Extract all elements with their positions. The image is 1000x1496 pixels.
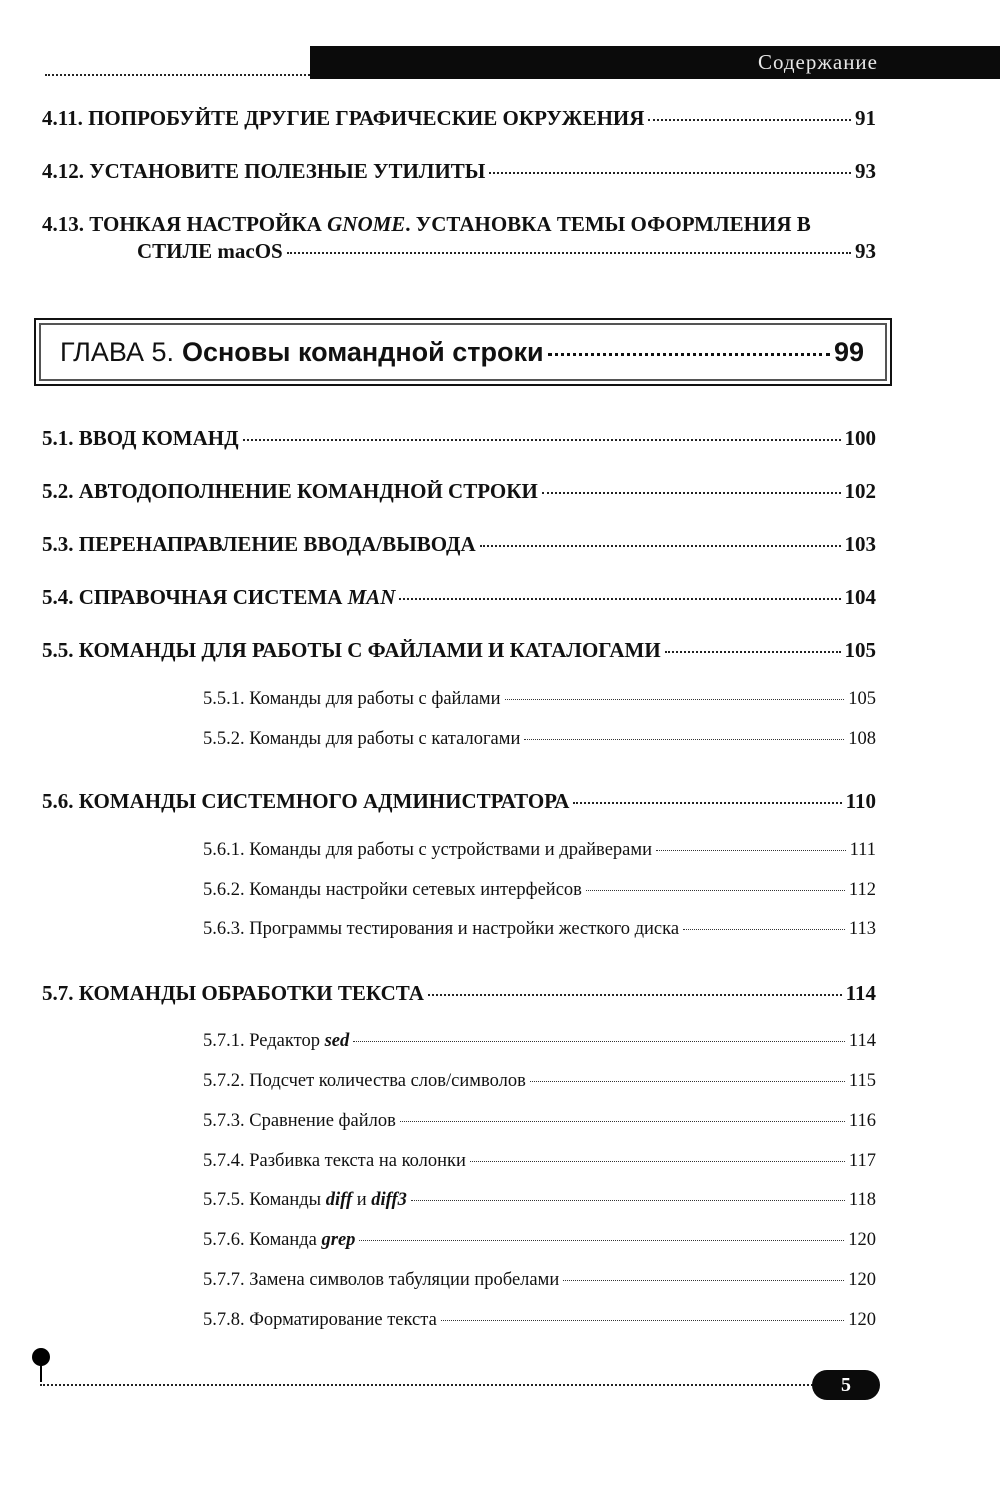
toc-entry-title [203,1190,407,1211]
dot-leader [399,598,840,600]
toc-entry-text: КОМАНДЫ СИСТЕМНОГО АДМИНИСТРАТОРА [78,789,570,813]
chapter-row [60,337,864,368]
dot-leader [428,994,842,996]
dot-leader [287,252,851,254]
toc-entry-page: 120 [848,1310,876,1330]
toc-entry-text: АВТОДОПОЛНЕНИЕ КОМАНДНОЙ СТРОКИ [78,479,538,503]
toc-entry-title [42,638,661,663]
dot-leader [480,545,841,547]
toc-entry-text: Замена символов табуляции пробелами [249,1270,560,1290]
toc-entry-5-7[interactable] [42,981,876,1006]
toc-entry-text: Команды [249,1190,326,1210]
toc-entry-title [42,106,644,131]
toc-entry-text: Подсчет количества слов/символов [249,1071,526,1091]
dot-leader [470,1161,845,1162]
dot-leader [530,1081,845,1082]
toc-entry-emphasis: MAN [347,585,396,609]
toc-entry-5-7-4[interactable] [203,1151,876,1172]
dot-leader [524,739,844,740]
toc-entry-5-7-8[interactable] [203,1310,876,1331]
chapter-page: 99 [833,337,864,367]
toc-entry-4-12[interactable] [42,159,876,184]
toc-entry-5-6-1[interactable] [203,840,876,861]
dot-leader [441,1320,844,1321]
toc-entry-text: Команды настройки сетевых интерфейсов [249,880,582,900]
toc-entry-title [42,426,239,451]
toc-entry-text: Редактор [249,1031,325,1051]
toc-entry-number: 5.7.5. [203,1190,245,1210]
toc-entry-emphasis: GNOME [327,212,406,236]
toc-entry-5-2[interactable] [42,479,876,504]
dot-leader [586,890,845,891]
toc-entry-title [203,1270,559,1291]
dot-leader [573,802,841,804]
toc-entry-text: Разбивка текста на колонки [249,1151,466,1171]
toc-entry-5-6-2[interactable] [203,880,876,901]
toc-entry-page: 105 [844,638,876,662]
toc-entry-5-4[interactable] [42,585,876,610]
footer-divider [40,1384,820,1386]
toc-entry-5-7-3[interactable] [203,1111,876,1132]
toc-entry-text: КОМАНДЫ ОБРАБОТКИ ТЕКСТА [78,981,424,1005]
toc-entry-page: 102 [844,479,876,503]
dot-leader [656,850,846,851]
toc-entry-title [203,1071,526,1092]
chapter-heading[interactable] [34,318,892,386]
toc-entry-page: 93 [855,239,876,263]
toc-entry-title [203,1151,466,1172]
toc-entry-title [42,789,569,814]
toc-entry-page: 120 [848,1270,876,1290]
dot-leader [489,172,851,174]
toc-entry-text: Программы тестирования и настройки жесткого диска [249,919,680,939]
toc-entry-page: 120 [848,1230,876,1250]
toc-entry-emphasis: sed [324,1031,350,1051]
toc-entry-number: 5.7. [42,981,74,1005]
toc-entry-5-3[interactable] [42,532,876,557]
toc-entry-title [42,981,424,1006]
toc-entry-title-line1 [42,212,876,237]
toc-entry-page: 91 [855,106,876,130]
toc-entry-page: 110 [845,789,876,813]
dot-leader [648,119,851,121]
toc-entry-text: СТИЛЕ macOS [137,239,283,263]
toc-entry-page: 103 [844,532,876,556]
toc-entry-number: 5.5.2. [203,729,245,749]
toc-entry-4-13[interactable] [42,212,876,264]
toc-entry-text: ПОПРОБУЙТЕ ДРУГИЕ ГРАФИЧЕСКИЕ ОКРУЖЕНИЯ [88,106,645,130]
toc-entry-5-5-2[interactable] [203,729,876,750]
toc-entry-title [203,1310,437,1331]
toc-entry-page: 105 [848,689,876,709]
toc-entry-page: 93 [855,159,876,183]
toc-entry-number: 5.1. [42,426,74,450]
toc-entry-number: 4.12. [42,159,84,183]
chapter-label: ГЛАВА 5. [60,337,174,367]
toc-entry-5-6[interactable] [42,789,876,814]
toc-entry-page: 117 [848,1151,876,1171]
toc-entry-number: 5.6.1. [203,840,245,860]
toc-entry-page: 116 [848,1111,876,1131]
toc-entry-number: 5.7.2. [203,1071,245,1091]
toc-entry-emphasis: diff [325,1190,353,1210]
dot-leader [353,1041,845,1042]
toc-entry-number: 5.7.8. [203,1310,245,1330]
toc-entry-5-7-2[interactable] [203,1071,876,1092]
toc-entry-page: 118 [848,1190,876,1210]
dot-leader [563,1280,844,1281]
toc-entry-4-11[interactable] [42,106,876,131]
toc-entry-title [203,1230,355,1251]
dot-leader [683,929,845,930]
dot-leader [505,699,845,700]
toc-entry-page: 114 [848,1031,876,1051]
toc-entry-title [42,585,395,610]
toc-entry-page: 115 [848,1071,876,1091]
dot-leader [665,651,841,653]
toc-entry-number: 5.2. [42,479,74,503]
toc-entry-text: Команда [249,1230,322,1250]
header-bar [310,46,1000,79]
toc-entry-title [42,532,476,557]
toc-entry-5-7-6[interactable] [203,1230,876,1251]
toc-entry-5-7-5[interactable] [203,1190,876,1211]
toc-entry-title [42,479,538,504]
dot-leader [411,1200,845,1201]
toc-entry-title-line2 [137,239,876,264]
toc-entry-5-6-3[interactable] [203,919,876,940]
toc-entry-text: Форматирование текста [249,1310,437,1330]
toc-entry-page: 112 [848,880,876,900]
toc-entry-number: 5.4. [42,585,74,609]
toc-entry-text: ТОНКАЯ НАСТРОЙКА [89,212,328,236]
chapter-title: Основы командной строки [181,337,544,367]
toc-entry-number: 5.7.3. [203,1111,245,1131]
footer-pin-stem [40,1364,42,1382]
header-divider [45,74,310,76]
toc-entry-page: 104 [844,585,876,609]
toc-entry-number: 5.6.3. [203,919,245,939]
toc-entry-5-7-7[interactable] [203,1270,876,1291]
toc-entry-text: ПЕРЕНАПРАВЛЕНИЕ ВВОДА/ВЫВОДА [78,532,476,556]
toc-entry-text: СПРАВОЧНАЯ СИСТЕМА [78,585,348,609]
toc-entry-page: 108 [848,729,876,749]
toc-entry-title [203,1111,396,1132]
toc-entry-text: Команды для работы с файлами [249,689,501,709]
toc-entry-number: 5.7.7. [203,1270,245,1290]
toc-entry-text: . УСТАНОВКА ТЕМЫ ОФОРМЛЕНИЯ В [405,212,811,236]
toc-entry-text: УСТАНОВИТЕ ПОЛЕЗНЫЕ УТИЛИТЫ [89,159,486,183]
toc-entry-number: 4.11. [42,106,83,130]
toc-entry-emphasis: grep [321,1230,356,1250]
toc-entry-page: 114 [845,981,876,1005]
toc-entry-number: 5.6. [42,789,74,813]
toc-entry-emphasis: diff3 [371,1190,407,1210]
toc-entry-number: 5.7.1. [203,1031,245,1051]
toc-entry-title [203,840,652,861]
header-title: Содержание [757,50,878,74]
toc-entry-text: ВВОД КОМАНД [78,426,239,450]
dot-leader [548,353,830,356]
toc-entry-title [203,729,520,750]
dot-leader [359,1240,844,1241]
toc-entry-page: 113 [848,919,876,939]
dot-leader [400,1121,845,1122]
toc-entry-number: 4.13. [42,212,84,236]
dot-leader [243,439,841,441]
toc-entry-title [203,1031,349,1052]
toc-entry-5-1[interactable] [42,426,876,451]
toc-entry-title [203,880,582,901]
toc-entry-title [42,159,485,184]
toc-entry-page: 100 [844,426,876,450]
toc-entry-5-7-1[interactable] [203,1031,876,1052]
toc-entry-number: 5.5. [42,638,74,662]
dot-leader [542,492,841,494]
page-number-badge: 5 [812,1370,880,1400]
toc-entry-title [203,919,679,940]
toc-entry-text: КОМАНДЫ ДЛЯ РАБОТЫ С ФАЙЛАМИ И КАТАЛОГАМИ [78,638,661,662]
toc-entry-title [203,689,501,710]
toc-entry-number: 5.5.1. [203,689,245,709]
toc-entry-text: и [352,1190,372,1210]
toc-entry-text: Команды для работы с устройствами и драйверами [249,840,652,860]
toc-entry-number: 5.3. [42,532,74,556]
toc-entry-text: Команды для работы с каталогами [249,729,521,749]
toc-entry-5-5-1[interactable] [203,689,876,710]
toc-entry-number: 5.6.2. [203,880,245,900]
toc-entry-5-5[interactable] [42,638,876,663]
toc-entry-number: 5.7.4. [203,1151,245,1171]
toc-entry-number: 5.7.6. [203,1230,245,1250]
toc-entry-page: 111 [849,840,876,860]
toc-entry-text: Сравнение файлов [249,1111,396,1131]
